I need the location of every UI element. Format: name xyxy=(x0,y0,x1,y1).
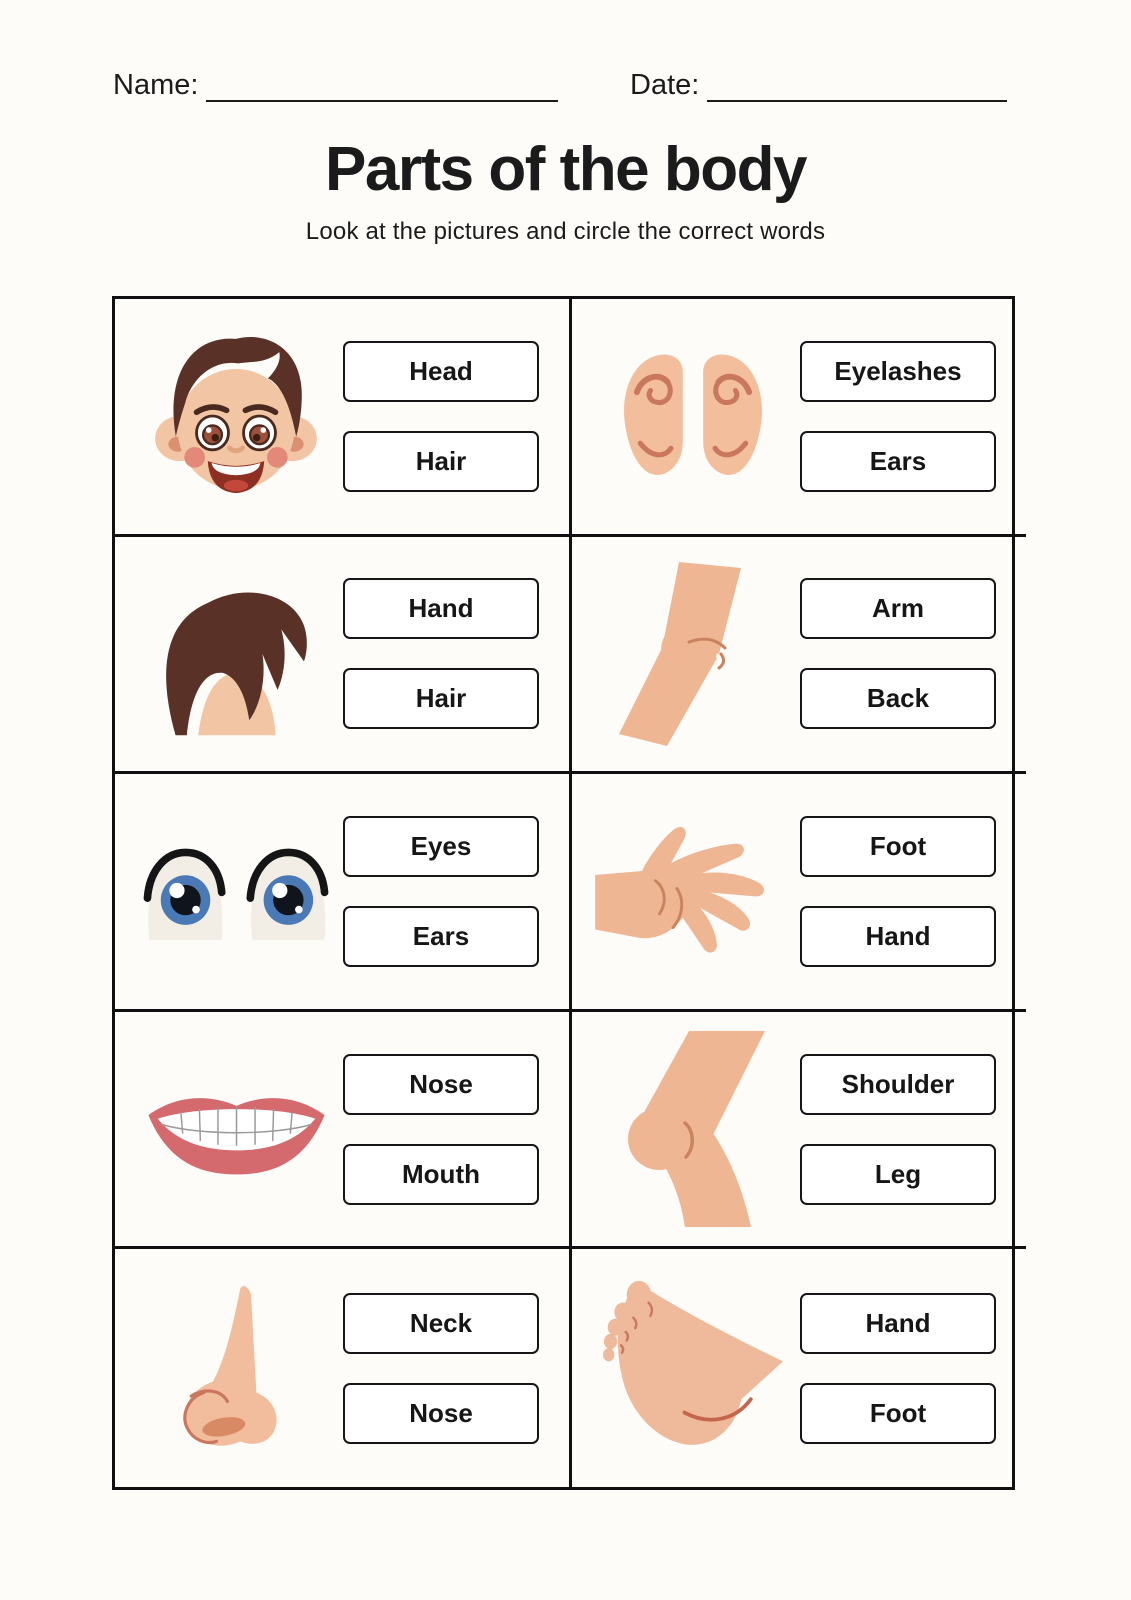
name-field xyxy=(113,68,558,102)
answer-option[interactable]: Hand xyxy=(343,578,539,639)
cell-eyes xyxy=(115,774,572,1012)
answer-option[interactable]: Nose xyxy=(343,1383,539,1444)
date-line[interactable] xyxy=(707,68,1007,102)
answer-option[interactable]: Neck xyxy=(343,1293,539,1354)
cell-boy-face xyxy=(115,299,572,537)
answer-option[interactable]: Hair xyxy=(343,431,539,492)
worksheet-grid xyxy=(112,296,1015,1490)
date-label: Date: xyxy=(630,69,700,101)
mouth-icon xyxy=(129,1078,343,1180)
answer-option[interactable]: Eyes xyxy=(343,816,539,877)
foot-icon xyxy=(586,1278,800,1458)
cell-arm xyxy=(572,537,1026,775)
page-title: Parts of the body xyxy=(325,135,806,204)
answer-option[interactable]: Foot xyxy=(800,1383,996,1444)
answer-option[interactable]: Hand xyxy=(800,906,996,967)
answer-option[interactable]: Eyelashes xyxy=(800,341,996,402)
cell-nose xyxy=(115,1249,572,1487)
answer-option[interactable]: Arm xyxy=(800,578,996,639)
name-label: Name: xyxy=(113,69,199,101)
answer-option[interactable]: Leg xyxy=(800,1144,996,1205)
answer-option[interactable]: Hand xyxy=(800,1293,996,1354)
answer-option[interactable]: Ears xyxy=(800,431,996,492)
hair-icon xyxy=(129,569,343,739)
answer-option[interactable]: Shoulder xyxy=(800,1054,996,1115)
answer-option[interactable]: Mouth xyxy=(343,1144,539,1205)
ears-icon xyxy=(586,336,800,496)
cell-leg xyxy=(572,1012,1026,1250)
knee-leg-icon xyxy=(586,1029,800,1229)
nose-icon xyxy=(129,1282,343,1454)
cell-foot xyxy=(572,1249,1026,1487)
arm-icon xyxy=(586,554,800,754)
name-line[interactable] xyxy=(206,68,558,102)
cell-hand xyxy=(572,774,1026,1012)
answer-option[interactable]: Ears xyxy=(343,906,539,967)
cell-hair xyxy=(115,537,572,775)
answer-option[interactable]: Hair xyxy=(343,668,539,729)
hand-icon xyxy=(586,799,800,984)
date-field xyxy=(630,68,1007,102)
cell-ears xyxy=(572,299,1026,537)
cell-mouth xyxy=(115,1012,572,1250)
answer-option[interactable]: Foot xyxy=(800,816,996,877)
eyes-icon xyxy=(129,839,343,944)
page-instructions: Look at the pictures and circle the correct words xyxy=(305,218,826,245)
answer-option[interactable]: Back xyxy=(800,668,996,729)
answer-option[interactable]: Nose xyxy=(343,1054,539,1115)
boy-face-icon xyxy=(129,322,343,510)
answer-option[interactable]: Head xyxy=(343,341,539,402)
